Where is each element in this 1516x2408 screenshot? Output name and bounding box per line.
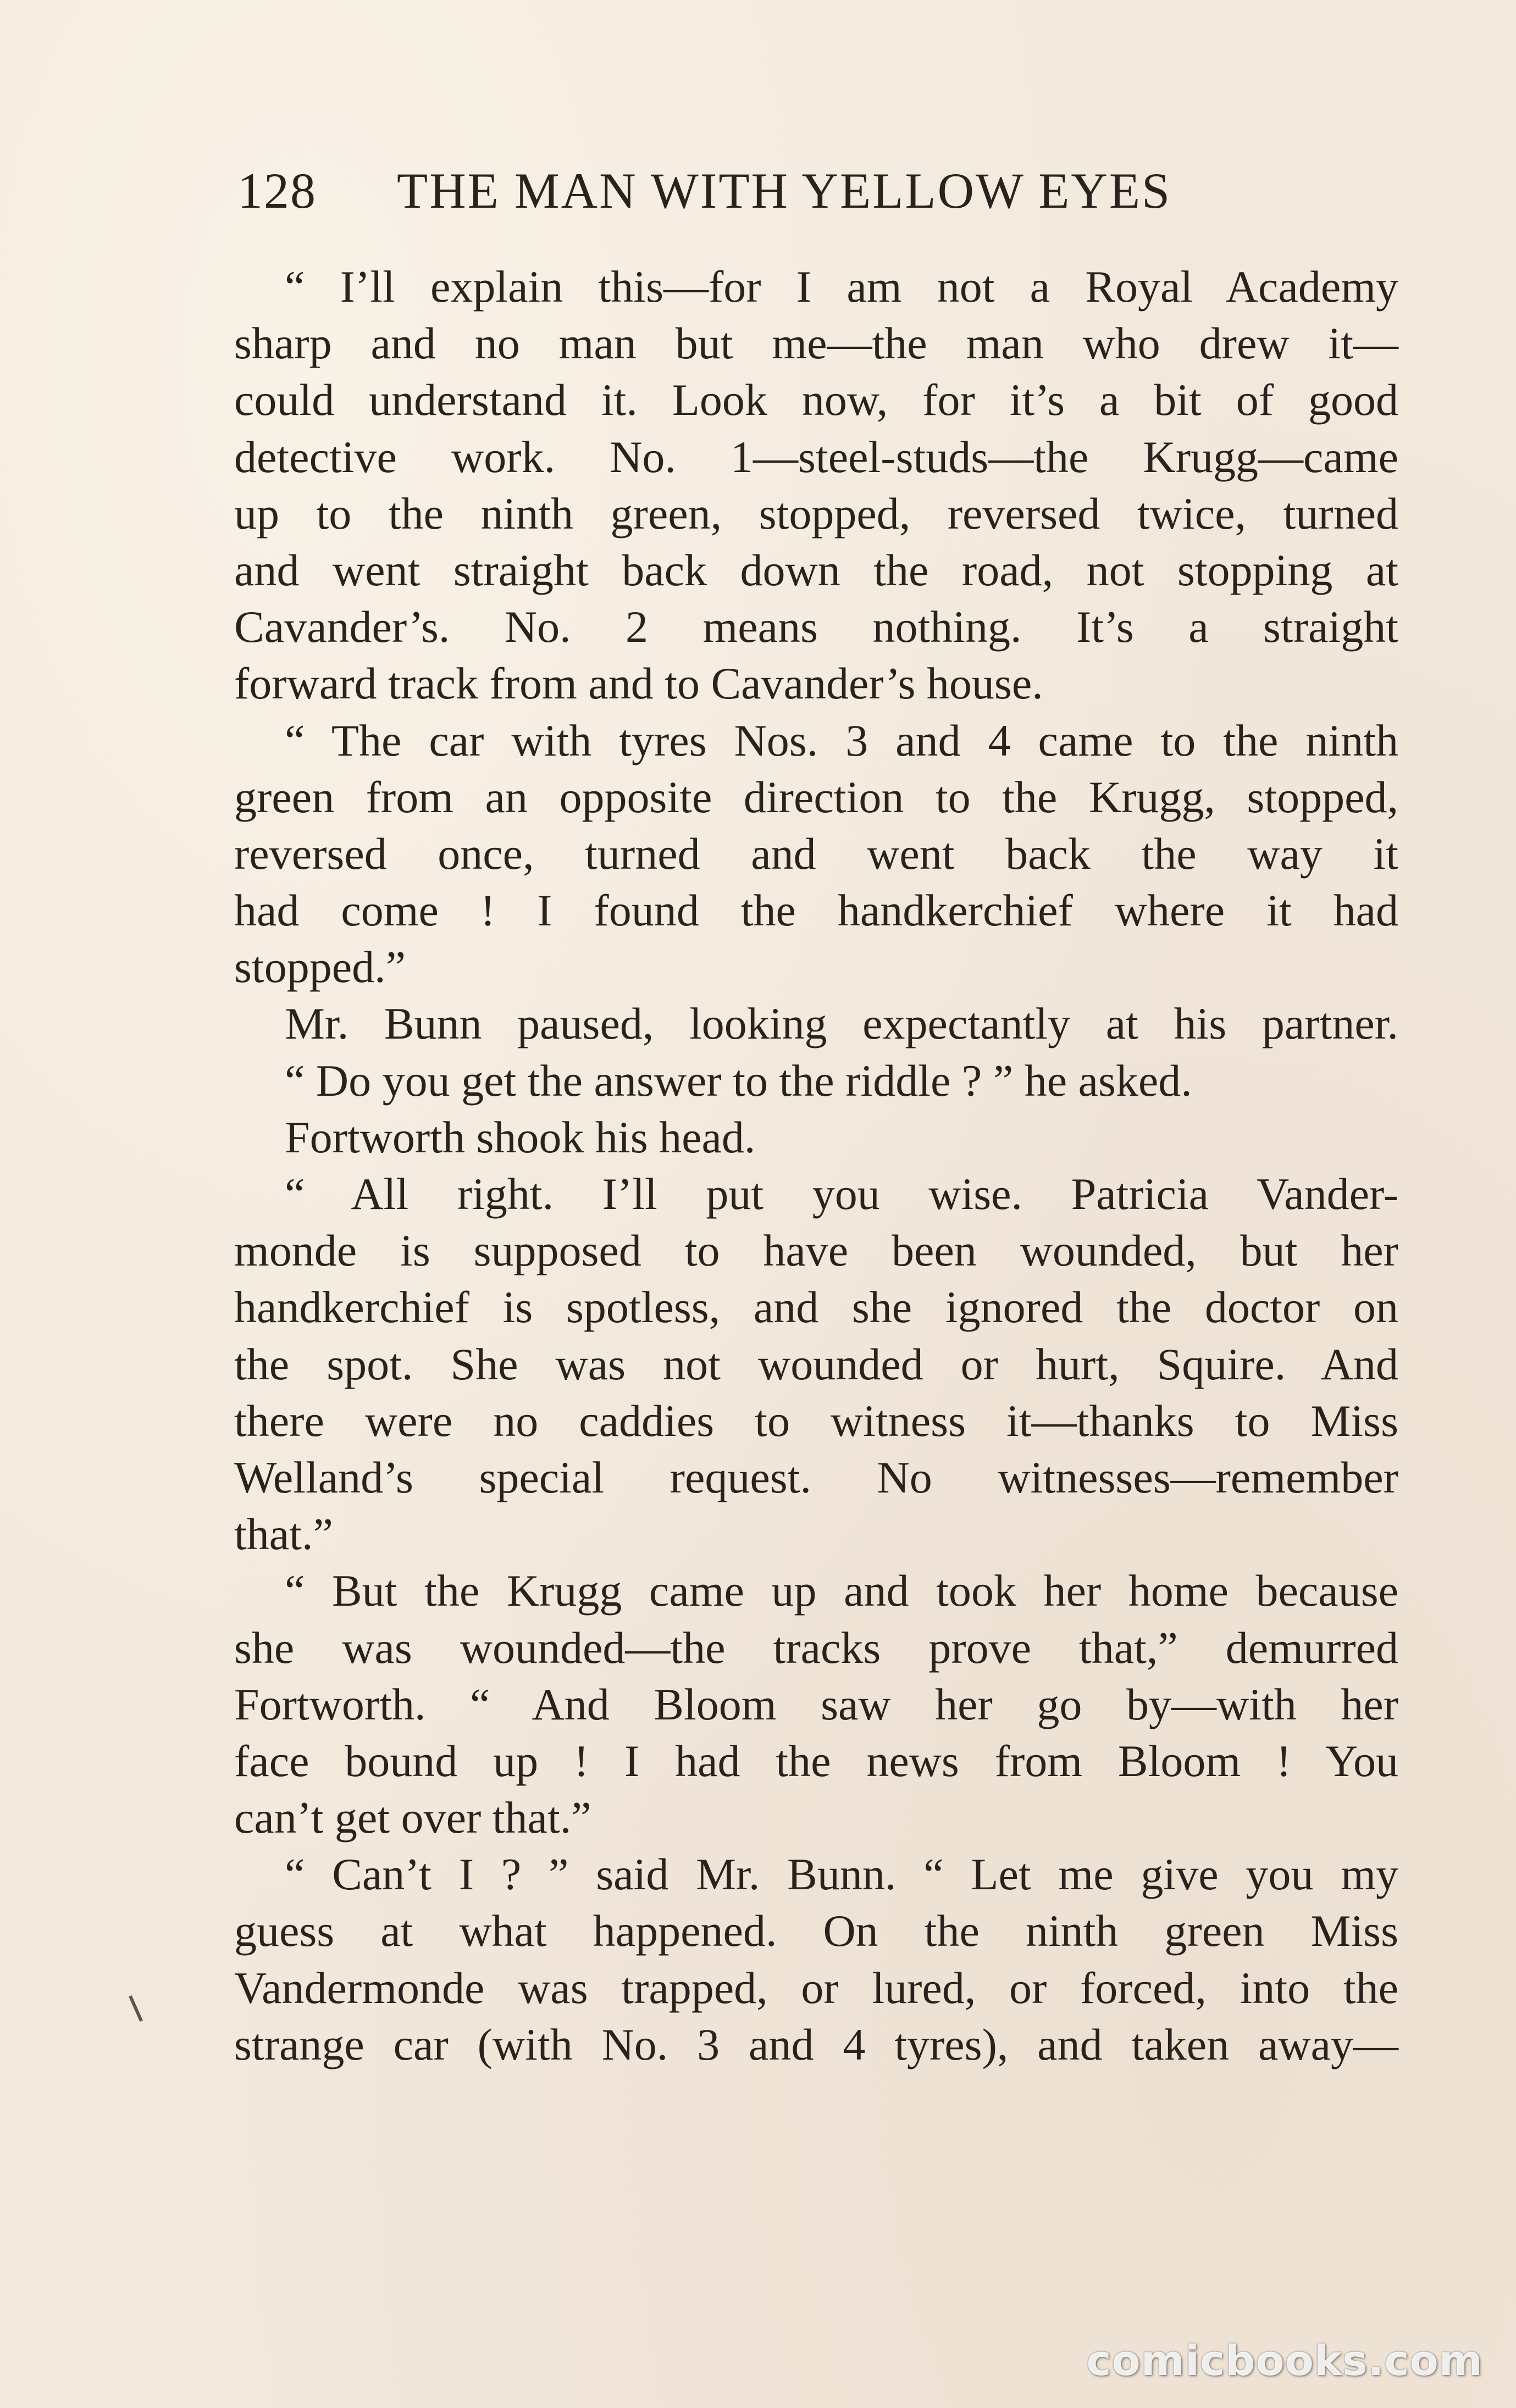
text-line: stopped.” — [234, 942, 406, 992]
text-line: had come ! I found the handkerchief where it had — [234, 885, 1398, 936]
watermark-logo: comicbooks.com — [1086, 2336, 1483, 2385]
text-line: monde is supposed to have been wounded, but her — [234, 1225, 1398, 1276]
margin-mark — [129, 1995, 143, 2022]
text-line: Welland’s special request. No witnesses—remember — [234, 1452, 1398, 1502]
text-line: handkerchief is spotless, and she ignored the doctor on — [234, 1282, 1398, 1333]
page-header — [237, 160, 1249, 221]
text-line: “ The car with tyres Nos. 3 and 4 came to the ninth — [285, 715, 1398, 765]
text-line: green from an opposite direction to the Krugg, stopped, — [234, 772, 1398, 822]
text-line: there were no caddies to witness it—thanks to Miss — [234, 1395, 1398, 1446]
text-line: and went straight back down the road, not stopping at — [234, 545, 1398, 595]
text-line: she was wounded—the tracks prove that,” demurred — [234, 1622, 1398, 1673]
text-line: Fortworth shook his head. — [285, 1112, 756, 1162]
text-line: face bound up ! I had the news from Bloom ! You — [234, 1735, 1398, 1786]
text-line: detective work. No. 1—steel-studs—the Krugg—came — [234, 431, 1398, 482]
text-line: could understand it. Look now, for it’s a bit of good — [234, 375, 1398, 425]
page-number: 128 — [237, 163, 317, 219]
text-line: can’t get over that.” — [234, 1793, 591, 1843]
text-line: Cavander’s. No. 2 means nothing. It’s a straight — [234, 602, 1398, 652]
text-line: sharp and no man but me—the man who drew it— — [234, 318, 1398, 369]
text-line: up to the ninth green, stopped, reversed twice, turned — [234, 488, 1398, 539]
text-line: Vandermonde was trapped, or lured, or forced, into the — [234, 1962, 1398, 2013]
running-head: THE MAN WITH YELLOW EYES — [397, 163, 1172, 219]
text-line: Mr. Bunn paused, looking expectantly at his partner. — [285, 998, 1398, 1049]
text-line: “ But the Krugg came up and took her home because — [285, 1566, 1398, 1616]
text-line: “ I’ll explain this—for I am not a Royal Academy — [285, 262, 1398, 312]
text-line: “ All right. I’ll put you wise. Patricia Vander- — [285, 1169, 1398, 1219]
text-line: the spot. She was not wounded or hurt, Squire. And — [234, 1339, 1398, 1389]
text-line: “ Do you get the answer to the riddle ? ” he asked. — [285, 1055, 1192, 1106]
text-line: reversed once, turned and went back the way it — [234, 828, 1398, 879]
text-line: strange car (with No. 3 and 4 tyres), and taken away— — [234, 2019, 1398, 2069]
text-line: Fortworth. “ And Bloom saw her go by—with her — [234, 1679, 1398, 1729]
text-line: forward track from and to Cavander’s house. — [234, 658, 1043, 709]
body-text — [234, 258, 1398, 2073]
text-line: “ Can’t I ? ” said Mr. Bunn. “ Let me give you my — [285, 1849, 1398, 1900]
text-line: guess at what happened. On the ninth green Miss — [234, 1906, 1398, 1956]
text-line: that.” — [234, 1509, 333, 1560]
